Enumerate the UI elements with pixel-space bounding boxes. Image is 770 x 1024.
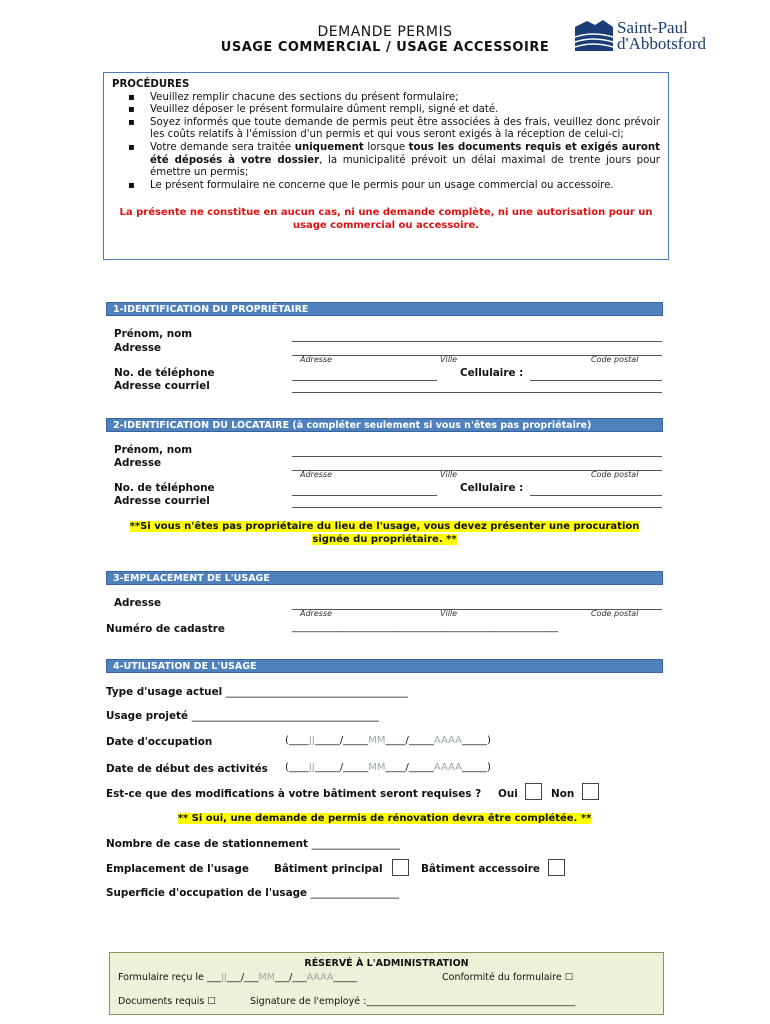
section-1-header: 1-IDENTIFICATION DU PROPRIÉTAIRE bbox=[106, 302, 663, 316]
start-date-label: Date de début des activités bbox=[106, 763, 268, 775]
admin-title: RÉSERVÉ À L'ADMINISTRATION bbox=[304, 958, 469, 969]
main-building-checkbox[interactable] bbox=[392, 859, 409, 876]
documents-check: Documents requis ☐ bbox=[118, 996, 216, 1007]
tenant-name-field[interactable] bbox=[292, 456, 662, 457]
planned-use-row: Usage projeté ____________________________________ bbox=[106, 710, 379, 722]
owner-name-label: Prénom, nom bbox=[114, 328, 193, 340]
tenant-email-field[interactable] bbox=[292, 507, 662, 508]
parking-row: Nombre de case de stationnement _________________ bbox=[106, 838, 400, 850]
owner-cell-label: Cellulaire : bbox=[460, 367, 524, 379]
current-use-field[interactable]: ___________________________________ bbox=[225, 686, 408, 698]
procedures-list bbox=[112, 92, 660, 193]
section-2-header: 2-IDENTIFICATION DU LOCATAIRE (à compléter seulement si vous n'êtes pas propriétaire) bbox=[106, 418, 663, 432]
start-date-field[interactable]: (____JJ_____/_____MM____/_____AAAA_____) bbox=[285, 762, 491, 773]
usage-location-label: Emplacement de l'usage bbox=[106, 863, 249, 875]
conformity-check: Conformité du formulaire ☐ bbox=[442, 972, 574, 983]
area-field[interactable]: _________________ bbox=[310, 887, 400, 899]
owner-email-label: Adresse courriel bbox=[114, 380, 210, 392]
non-checkbox[interactable] bbox=[582, 783, 599, 800]
renovation-note: ** Si oui, une demande de permis de rénovation devra être complétée. ** bbox=[177, 813, 592, 824]
list-item: ▪ Soyez informés que toute demande de permis peut être associées à des frais, veuillez donc prévoir les coûts relatifs à l'émission d'un permis et qui vous seront exigés à la réception de celui-ci; bbox=[150, 117, 660, 142]
cadastre-label: Numéro de cadastre bbox=[106, 623, 225, 635]
accessory-building-checkbox[interactable] bbox=[548, 859, 565, 876]
form-title: DEMANDE PERMIS bbox=[317, 24, 453, 40]
list-item: ▪ Veuillez déposer le présent formulaire dûment rempli, signé et daté. bbox=[150, 104, 660, 117]
accessory-building-label: Bâtiment accessoire bbox=[421, 863, 540, 875]
owner-email-field[interactable] bbox=[292, 392, 662, 393]
form-subtitle: USAGE COMMERCIAL / USAGE ACCESSOIRE bbox=[220, 40, 550, 55]
current-use-row: Type d'usage actuel ___________________________________ bbox=[106, 686, 408, 698]
list-item: ▪ Veuillez remplir chacune des sections du présent formulaire; bbox=[150, 92, 660, 105]
legal-notice: La présente ne constitue en aucun cas, ni une demande complète, ni une autorisation pour un usage commercial ou accessoire. bbox=[119, 207, 653, 232]
list-item: ▪ Votre demande sera traitée uniquement lorsque tous les documents requis et exigés auront été déposés à votre dossier, la municipalité prévoit un délai maximal de trente jours pour émettre un permis; bbox=[150, 142, 660, 180]
proxy-note: **Si vous n'êtes pas propriétaire du lieu de l'usage, vous devez présenter une procuration signée du propriétaire. ** bbox=[129, 521, 640, 545]
location-address-label: Adresse bbox=[114, 597, 162, 609]
owner-address-label: Adresse bbox=[114, 342, 162, 354]
oui-checkbox[interactable] bbox=[525, 783, 542, 800]
tenant-phone-field[interactable] bbox=[292, 495, 437, 496]
tenant-phone-label: No. de téléphone bbox=[114, 482, 215, 494]
non-label: Non bbox=[551, 788, 575, 800]
tenant-name-label: Prénom, nom bbox=[114, 444, 193, 456]
area-row: Superficie d'occupation de l'usage _________________ bbox=[106, 887, 400, 899]
parking-field[interactable]: _________________ bbox=[311, 838, 400, 850]
list-item: ▪ Le présent formulaire ne concerne que le permis pour un usage commercial ou accessoire. bbox=[150, 180, 660, 193]
planned-use-field[interactable]: ____________________________________ bbox=[191, 710, 379, 722]
procedures-title: PROCÉDURES bbox=[112, 79, 190, 90]
received-date-row: Formulaire reçu le ___JJ___/___MM___/___AAAA_____ bbox=[118, 972, 358, 983]
oui-label: Oui bbox=[498, 788, 518, 800]
admin-box bbox=[109, 952, 664, 1015]
tenant-cell-field[interactable] bbox=[530, 495, 662, 496]
owner-cell-field[interactable] bbox=[530, 380, 662, 381]
main-building-label: Bâtiment principal bbox=[274, 863, 383, 875]
cadastre-field[interactable]: ________________________________________________________ bbox=[292, 622, 558, 633]
tenant-cell-label: Cellulaire : bbox=[460, 482, 524, 494]
section-3-header: 3-EMPLACEMENT DE L'USAGE bbox=[106, 571, 663, 585]
owner-name-field[interactable] bbox=[292, 341, 662, 342]
occupation-date-field[interactable]: (____JJ_____/_____MM____/_____AAAA_____) bbox=[285, 735, 491, 746]
owner-phone-field[interactable] bbox=[292, 380, 437, 381]
section-4-header: 4-UTILISATION DE L'USAGE bbox=[106, 659, 663, 673]
procedures-box bbox=[103, 72, 669, 260]
occupation-date-label: Date d'occupation bbox=[106, 736, 213, 748]
modification-question: Est-ce que des modifications à votre bâtiment seront requises ? bbox=[106, 788, 482, 800]
municipality-logo-text: Saint-Paul d'Abbotsford bbox=[617, 18, 707, 53]
tenant-email-label: Adresse courriel bbox=[114, 495, 210, 507]
signature-row: Signature de l'employé :____________________________________________ bbox=[250, 996, 576, 1007]
tenant-address-label: Adresse bbox=[114, 457, 162, 469]
owner-phone-label: No. de téléphone bbox=[114, 367, 215, 379]
